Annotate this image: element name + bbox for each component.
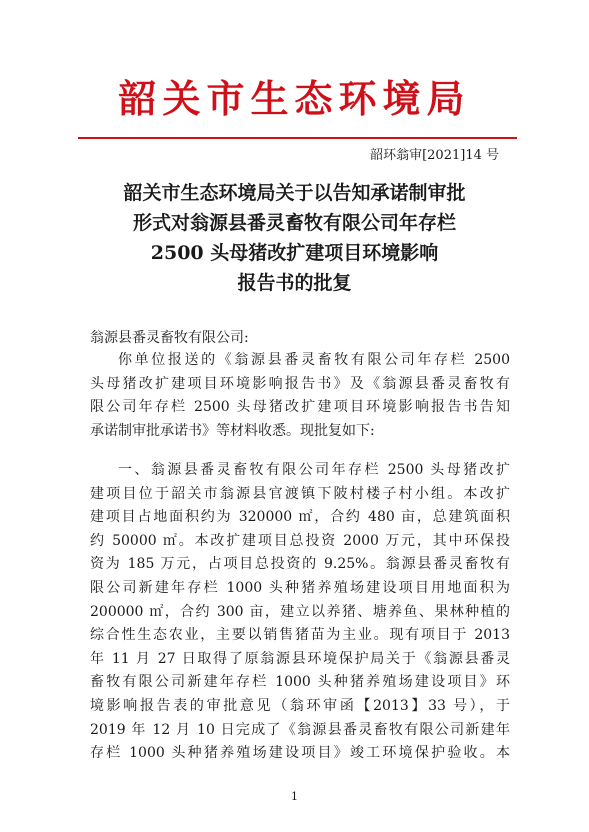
text-line: 资为 185 万元，占项目总投资的 9.25%。翁源县番灵畜牧有 bbox=[90, 556, 510, 573]
agency-header: 韶关市生态环境局 bbox=[118, 76, 471, 121]
text-line: 境影响报告表的审批意见（翁环审函【2013】33 号），于 bbox=[90, 697, 510, 714]
document-title bbox=[60, 178, 529, 298]
page-number: 1 bbox=[291, 790, 298, 803]
text-line: 存栏 1000 头种猪养殖场建设项目》竣工环境保护验收。本 bbox=[90, 745, 510, 762]
text-line: 建项目占地面积约为 320000 ㎡，合约 480 亩，总建筑面积 bbox=[90, 509, 510, 526]
text-line: 你单位报送的《翁源县番灵畜牧有限公司年存栏 2500 bbox=[118, 352, 510, 368]
title-line: 形式对翁源县番灵畜牧有限公司年存栏 bbox=[132, 212, 456, 234]
addressee: 翁源县番灵畜牧有限公司: bbox=[90, 330, 249, 346]
text-line: 畜牧有限公司新建年存栏 1000 头种猪养殖场建设项目》环 bbox=[90, 674, 510, 691]
text-line: 承诺制审批承诺书》等材料收悉。现批复如下: bbox=[90, 422, 375, 439]
text-line: 限公司新建年存栏 1000 头种猪养殖场建设项目用地面积为 bbox=[90, 579, 510, 596]
paragraph-intro bbox=[90, 349, 510, 443]
text-line: 2019 年 12 月 10 日完成了《翁源县番灵畜牧有限公司新建年 bbox=[90, 721, 510, 738]
text-line: 200000 ㎡，合约 300 亩，建立以养猪、塘养鱼、果林种植的 bbox=[90, 603, 510, 620]
red-divider-line bbox=[78, 137, 517, 139]
document-number: 韶环翁审[2021]14 号 bbox=[370, 148, 499, 163]
text-line: 头母猪改扩建项目环境影响报告书》及《翁源县番灵畜牧有 bbox=[90, 375, 510, 392]
text-line: 综合性生态农业，主要以销售猪苗为主业。现有项目于 2013 bbox=[90, 627, 510, 644]
text-line: 约 50000 ㎡。本改扩建项目总投资 2000 万元，其中环保投 bbox=[90, 532, 510, 549]
title-line: 韶关市生态环境局关于以告知承诺制审批 bbox=[123, 182, 466, 204]
text-line: 一、翁源县番灵畜牧有限公司年存栏 2500 头母猪改扩 bbox=[118, 462, 510, 478]
text-line: 限公司年存栏 2500 头母猪改扩建项目环境影响报告书告知 bbox=[90, 399, 510, 416]
paragraph-item-1 bbox=[90, 459, 510, 766]
title-line: 2500 头母猪改扩建项目环境影响 bbox=[150, 242, 439, 264]
text-line: 建项目位于韶关市翁源县官渡镇下陂村楼子村小组。本改扩 bbox=[90, 485, 510, 502]
title-line: 报告书的批复 bbox=[237, 272, 352, 294]
text-line: 年 11 月 27 日取得了原翁源县环境保护局关于《翁源县番灵 bbox=[90, 650, 510, 667]
